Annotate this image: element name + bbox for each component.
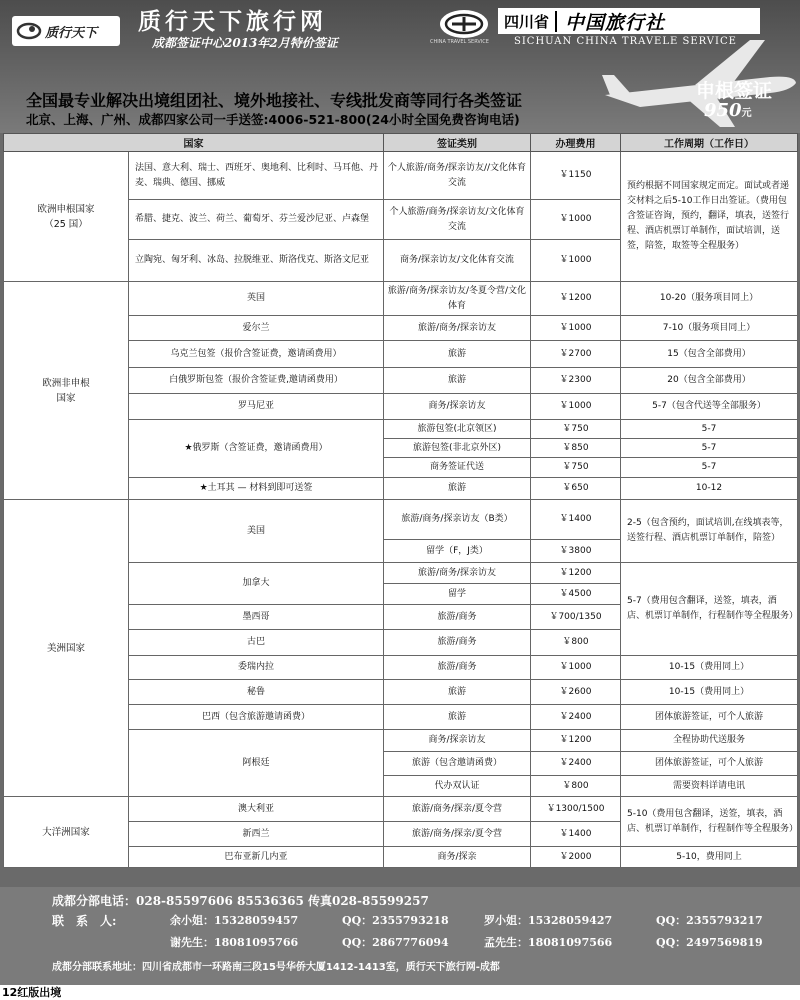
cell-type: 商务/探亲 — [384, 847, 531, 868]
cell-type: 旅游 — [384, 478, 531, 500]
cell-type: 旅游 — [384, 680, 531, 705]
table-row — [4, 282, 798, 316]
cell-country: 澳大利亚 — [129, 797, 384, 822]
cits-brand-box — [498, 8, 760, 34]
region-oceania: 大洋洲国家 — [4, 797, 129, 868]
cell-fee: ￥1400 — [531, 822, 621, 847]
contact-4: 孟先生：18081097566 — [484, 936, 613, 949]
cell-type: 商务/探亲访友/文化体育交流 — [384, 240, 531, 282]
cell-type: 旅游包签(非北京外区) — [384, 439, 531, 458]
cell-country: 罗马尼亚 — [129, 394, 384, 420]
cell-period: 10-20（服务项目同上） — [621, 282, 798, 316]
cell-country: 立陶宛、匈牙利、冰岛、拉脱维亚、斯洛伐克、斯洛文尼亚 — [129, 240, 384, 282]
cell-period: 全程协助代送服务 — [621, 730, 798, 752]
header-visa-type: 签证类别 — [384, 134, 531, 152]
footer-address: 成都分部联系地址：四川省成都市一环路南三段15号华侨大厦1412-1413室，质行天下旅行网-成都 — [52, 962, 500, 973]
cits-province: 四川省 — [504, 11, 557, 32]
visa-price-table — [3, 133, 798, 868]
footer-contacts — [0, 887, 800, 985]
cell-type: 旅游/商务/探亲访友/冬夏令营/文化体育 — [384, 282, 531, 316]
cell-country: 法国、意大利、瑞士、西班牙、奥地利、比利时、马耳他、丹麦、瑞典、德国、挪威 — [129, 152, 384, 200]
cell-type: 商务签证代送 — [384, 458, 531, 478]
page-label: 12红版出境 — [0, 985, 800, 1000]
cell-type: 旅游/商务/探亲访友 — [384, 563, 531, 584]
cell-fee: ￥800 — [531, 630, 621, 656]
header-country: 国家 — [4, 134, 384, 152]
cell-fee: ￥2300 — [531, 368, 621, 394]
cell-period: 15（包含全部费用） — [621, 341, 798, 368]
cell-fee: ￥2600 — [531, 680, 621, 705]
cell-fee: ￥2700 — [531, 341, 621, 368]
cell-country: 秘鲁 — [129, 680, 384, 705]
page-title: 质行天下旅行网 — [138, 8, 327, 35]
cell-period: 5-7 — [621, 420, 798, 439]
cell-type: 代办双认证 — [384, 776, 531, 797]
cell-type: 旅游 — [384, 341, 531, 368]
cell-fee: ￥750 — [531, 420, 621, 439]
cell-country: 乌克兰包签（报价含签证费，邀请函费用） — [129, 341, 384, 368]
cell-country: 白俄罗斯包签（报价含签证费,邀请函费用） — [129, 368, 384, 394]
cell-type: 旅游（包含邀请函费） — [384, 752, 531, 776]
table-row — [4, 797, 798, 822]
cell-period: 10-12 — [621, 478, 798, 500]
cell-type: 旅游/商务/探亲访友 — [384, 316, 531, 341]
contact-1: 余小姐：15328059457 — [170, 914, 299, 927]
cell-country: 新西兰 — [129, 822, 384, 847]
promo-price-unit: 元 — [741, 108, 752, 119]
cell-fee: ￥1200 — [531, 563, 621, 584]
cell-fee: ￥1000 — [531, 240, 621, 282]
cell-period: 10-15（费用同上） — [621, 656, 798, 680]
cell-country: 阿根廷 — [129, 730, 384, 797]
headline: 全国最专业解决出境组团社、境外地接社、专线批发商等同行各类签证 — [26, 91, 523, 110]
cell-fee: ￥1000 — [531, 200, 621, 240]
cell-fee: ￥3800 — [531, 540, 621, 563]
cell-period: 团体旅游签证，可个人旅游 — [621, 752, 798, 776]
cell-fee: ￥700/1350 — [531, 605, 621, 630]
cell-type: 个人旅游/商务/探亲访友//文化体育交流 — [384, 152, 531, 200]
contact-4-qq: QQ：2497569819 — [656, 936, 763, 949]
cell-fee: ￥4500 — [531, 584, 621, 605]
cell-fee: ￥2400 — [531, 705, 621, 730]
cell-fee: ￥1200 — [531, 730, 621, 752]
cell-country: 希腊、捷克、波兰、荷兰、葡萄牙、芬兰爱沙尼亚、卢森堡 — [129, 200, 384, 240]
footer-contact-label: 联 系 人: — [52, 914, 117, 928]
cell-period: 预约根据不同国家规定而定。面试或者递交材料之后5-10工作日出签证。（费用包含签证咨询，预约，翻译，填表，送签行程、酒店机票订单制作，面试培训，送签，陪签，取签等全程服务） — [621, 152, 798, 282]
region-non-schengen: 欧洲非申根 国家 — [4, 282, 129, 500]
logo-text: 质行天下 — [45, 25, 98, 41]
cell-type: 旅游/商务/探亲访友（B类） — [384, 500, 531, 540]
table-row — [4, 152, 798, 200]
cell-type: 旅游/商务/探亲/夏令营 — [384, 797, 531, 822]
table-header-row — [4, 134, 798, 152]
cell-type: 旅游/商务 — [384, 656, 531, 680]
region-americas: 美洲国家 — [4, 500, 129, 797]
cell-fee: ￥1000 — [531, 316, 621, 341]
cell-period: 20（包含全部费用） — [621, 368, 798, 394]
cell-period: 5-10（费用包含翻译，送签，填表，酒店、机票订单制作，行程制作等全程服务） — [621, 797, 798, 847]
cell-country: 美国 — [129, 500, 384, 563]
contact-3: 谢先生：18081095766 — [170, 936, 299, 949]
cell-period: 需要资料详请电讯 — [621, 776, 798, 797]
cell-country: 英国 — [129, 282, 384, 316]
cell-type: 商务/探亲访友 — [384, 730, 531, 752]
header-banner — [0, 0, 800, 133]
cell-type: 旅游 — [384, 368, 531, 394]
cell-fee: ￥850 — [531, 439, 621, 458]
contact-2-qq: QQ：2355793217 — [656, 914, 763, 927]
page-subtitle: 成都签证中心2013年2月特价签证 — [152, 36, 338, 50]
cell-fee: ￥2000 — [531, 847, 621, 868]
zhixing-logo — [12, 16, 120, 46]
cell-type: 个人旅游/商务/探亲访友/文化体育交流 — [384, 200, 531, 240]
cell-fee: ￥1400 — [531, 500, 621, 540]
cell-type: 商务/探亲访友 — [384, 394, 531, 420]
cell-fee: ￥650 — [531, 478, 621, 500]
contact-3-qq: QQ：2867776094 — [342, 936, 449, 949]
cell-fee: ￥1300/1500 — [531, 797, 621, 822]
cell-type: 旅游/商务 — [384, 630, 531, 656]
cell-country: 墨西哥 — [129, 605, 384, 630]
cell-country: ★俄罗斯（含签证费，邀请函费用） — [129, 420, 384, 478]
cell-fee: ￥2400 — [531, 752, 621, 776]
cell-type: 旅游 — [384, 705, 531, 730]
cell-type: 旅游/商务 — [384, 605, 531, 630]
cell-country: 加拿大 — [129, 563, 384, 605]
region-schengen: 欧洲申根国家 （25 国） — [4, 152, 129, 282]
cell-period: 2-5（包含预约，面试培训,在线填表等，送签行程、酒店机票订单制作，陪签） — [621, 500, 798, 563]
cell-fee: ￥1200 — [531, 282, 621, 316]
cell-fee: ￥1150 — [531, 152, 621, 200]
cell-period: 5-7 — [621, 439, 798, 458]
cell-type: 旅游/商务/探亲/夏令营 — [384, 822, 531, 847]
contact-1-qq: QQ：2355793218 — [342, 914, 449, 927]
header-fee: 办理费用 — [531, 134, 621, 152]
cits-english-name: SICHUAN CHINA TRAVELE SERVICE — [514, 36, 737, 47]
promo-price — [704, 100, 752, 121]
promo-price-value: 950 — [704, 100, 742, 121]
swirl-logo-icon — [16, 21, 42, 41]
cell-fee: ￥750 — [531, 458, 621, 478]
cell-country: ★土耳其 — 材料到即可送签 — [129, 478, 384, 500]
cell-period: 5-7 — [621, 458, 798, 478]
contact-2: 罗小姐：15328059427 — [484, 914, 613, 927]
cell-fee: ￥1000 — [531, 394, 621, 420]
cell-country: 巴西（包含旅游邀请函费） — [129, 705, 384, 730]
cits-emblem-icon — [440, 10, 488, 38]
cell-period: 5-7（费用包含翻译，送签，填表，酒店、机票订单制作，行程制作等全程服务） — [621, 563, 798, 656]
cits-small-text: CHINA TRAVEL SERVICE — [430, 39, 489, 45]
table-row — [4, 500, 798, 540]
cell-country: 巴布亚新几内亚 — [129, 847, 384, 868]
header-period: 工作周期（工作日） — [621, 134, 798, 152]
cell-fee: ￥800 — [531, 776, 621, 797]
cell-period: 团体旅游签证，可个人旅游 — [621, 705, 798, 730]
cell-type: 留学（F，J类） — [384, 540, 531, 563]
cits-name: 中国旅行社 — [565, 11, 666, 34]
cell-type: 旅游包签(北京领区) — [384, 420, 531, 439]
cell-type: 留学 — [384, 584, 531, 605]
cell-period: 5-10，费用同上 — [621, 847, 798, 868]
cell-period: 10-15（费用同上） — [621, 680, 798, 705]
cell-country: 古巴 — [129, 630, 384, 656]
cell-fee: ￥1000 — [531, 656, 621, 680]
cell-country: 委瑞内拉 — [129, 656, 384, 680]
cell-period: 7-10（服务项目同上） — [621, 316, 798, 341]
cell-period: 5-7（包含代送等全部服务） — [621, 394, 798, 420]
footer-phone: 成都分部电话：028-85597606 85536365 传真028-85599257 — [52, 894, 429, 908]
promo-title: 申根签证 — [696, 80, 773, 102]
hotline-text: 北京、上海、广州、成都四家公司一手送签:4006-521-800(24小时全国免费咨询电话) — [26, 112, 520, 127]
cell-country: 爱尔兰 — [129, 316, 384, 341]
